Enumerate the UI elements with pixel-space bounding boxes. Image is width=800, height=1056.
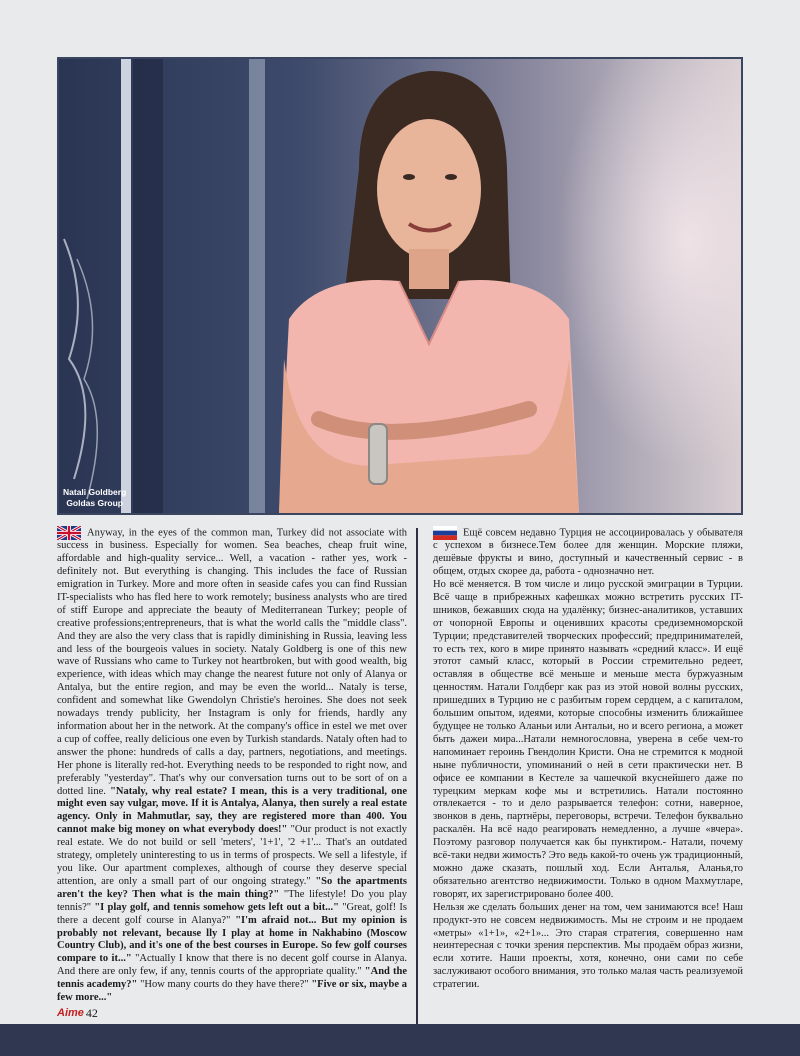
russian-column [433,526,743,992]
photo-caption [63,487,126,509]
page-number: 42 [85,1005,98,1020]
answer-3: "Great, golf! Is there a decent golf course in Alanya?" [57,901,407,926]
answer-4: "Actually I know that there is no decent golf course in Alanya. And there are only few, if any, tennis courts of the appropriate quality." [57,953,407,978]
english-column [57,526,407,1005]
russian-paragraph-3: Нельзя же сделать больших денег на том, чем занимаются все! Наш продукт-это не совсем недвижимость. Мы не строим и не продаем «метры» «1+1», «2+1»... Это старая стратегия, совершенно нам неинтересная с точки зрения перспектив. Мы продаём образ жизни, если хотите. Наши проекты, хотя, конечно, они сами по себе заслуживают особого внимания, это только малая часть реализуемой стратегии. [433,901,743,991]
russian-paragraph-2: Но всё меняется. В том числе и лицо русской эмиграции в Турции. Всё чаще в прибрежных кафешках можно встретить русских IT-шников, бежавших сюда на удалёнку; бизнес-аналитиков, уставших от чопорной Европы и оценивших красоты средиземноморской Турции; представителей творческих профессий; предпринимателей, то есть тех, кого в мире принято называть «средний класс». И ещё этотот самый класс, который в России стремительно редеет, оставляя в обществе всё меньше и меньше места буржуазным ценностям. Натали Голдберг как раз из этой новой волны русских, пришедших в Турцию не с разбитым горем сердцем, а с капиталом, большим опытом, идеями, которые способны изменить ближайшее будущее не только Аланьи или Антальи, но и всего региона, а может быть дажеи мира...Натали немногословна, уверена в себе чем-то напоминает героинь Гвендолин Кристи. Она не стремится к модной ныне публичности, упоминаний о ней в сети практически нет. В офисе ее компании в Кестеле за чашечкой вкуснейшего даже по турецким меркам кофе мы и встретились. Натали постоянно отвлекается - то и дело разрывается телефон: сотни, наверное, звонков в день, партнёры, переговоры, встречи. Телефон буквально раскалён. На всё надо реагировать немедленно, а лучше «вчера». Поэтому разговор получается как бы пунктиром.- Натали, почему всё-таки недви жимость? Это ведь какой-то очень уж традиционный, можно даже сказать, пошлый ход. Если Анталья, Аланья,то обязательно агентство недвижимости. Только в одном Махмутларе, говорят, их зарегистрировано более 400. [433,579,743,900]
answer-5: "How many courts do they have there?" [137,979,312,991]
caption-name: Natali Goldberg [63,487,127,497]
question-4: "I'm afraid not... But my opinion is probably not relevant, because lly I play at home in Nakhabino (Moscow Country Club), and it's one of the best courses in Europe. So few golf courses compare to it..." [57,914,408,965]
answer-1: "Our product is not exactly real estate. We do not build or sell 'meters', '1+1', '2 +1'... That's an outdated strategy, ompletely uninteresting to us in terms of prospects. We sell a lifestyle, if you like. Our apartment complexes, although of course they deserve special attention, are only a small part of our ongoing strategy." [57,824,407,887]
portrait-photo [57,57,743,515]
question-6: "Five or six, maybe a few more..." [57,979,407,1004]
question-2: "So the apartments aren't the key? Then what is the main thing?" [57,875,407,900]
portrait-illustration [59,59,741,513]
russian-paragraph-1: Ещё совсем недавно Турция не ассоциировалась у обывателя с успехом в бизнесе.Тем более для женщин. Морские пляжи, дешёвые фрукты и вино, доступный и качественный сервис - в общем, отдых скорее да, работа - однозначно нет. [433,527,743,578]
question-3: "I play golf, and tennis somehow gets left out a bit..." [94,901,339,913]
english-article-text [57,526,407,1005]
page-footer [57,1004,98,1022]
caption-company: Goldas Group [66,498,123,508]
english-intro: Anyway, in the eyes of the common man, Turkey did not associate with success in business. Especially for women. Sea beaches, cheap fruit wine, affordable and high-quality service... Well, a vacation - rather yes, work - definitely not. But everything is changing. This includes the face of Russian emigration in Turkey. More and more often in seaside cafes you can find Russian IT-specialists who has fled here to work remotely; business analysts who are tired of stiff Europe and appreciate the beauty of Mediterranean Turkey; people of creative professions;entrepreneurs, that is what the world calls the "middle class". And they are also the very class that is rapidly diminishing in Russia, leaving less and less of the bourgeois values in society. Nataly Goldberg is one of this new wave of Russians who came to Turkey not heartbroken, but with good wealth, big experience, with ideas which may change the nearest future not only of Alanya or Antalya, but the entire region, and may be even the world... Nataly is terse, confident and somewhat like Gwendolyn Christie's heroines. She does not seek nowadays trendy publicity, her Instagram is only for friends, hardly any information about her in the network. At the company's office in estel we met over a cup of coffee, really delicious one even by Turkish standards. Nataly often had to answer the phone: hundreds of calls a day, partners, negotiations, and meetings. Her phone is literally red-hot. Everything needs to be responded to right now, and preferably "yesterday". That's why our conversation turns out to be sort of on a dotted line. [57,527,407,797]
magazine-logo: Aime [57,1007,84,1019]
column-divider [416,528,418,1024]
question-1: "Nataly, why real estate? I mean, this is a very traditional, one might even say vulgar, move. If it is Antalya, Alanya, then surely a real estate agency. Only in Mahmutlar, say, they are registered more than 400. You cannot make big money on what everybody does!" [57,785,407,836]
question-5: "And the tennis academy?" [57,966,407,991]
footer-bar [0,1024,800,1056]
uk-flag-icon [57,526,81,540]
russia-flag-icon [433,526,457,540]
answer-2: "The lifestyle! Do you play tennis?" [57,888,407,913]
